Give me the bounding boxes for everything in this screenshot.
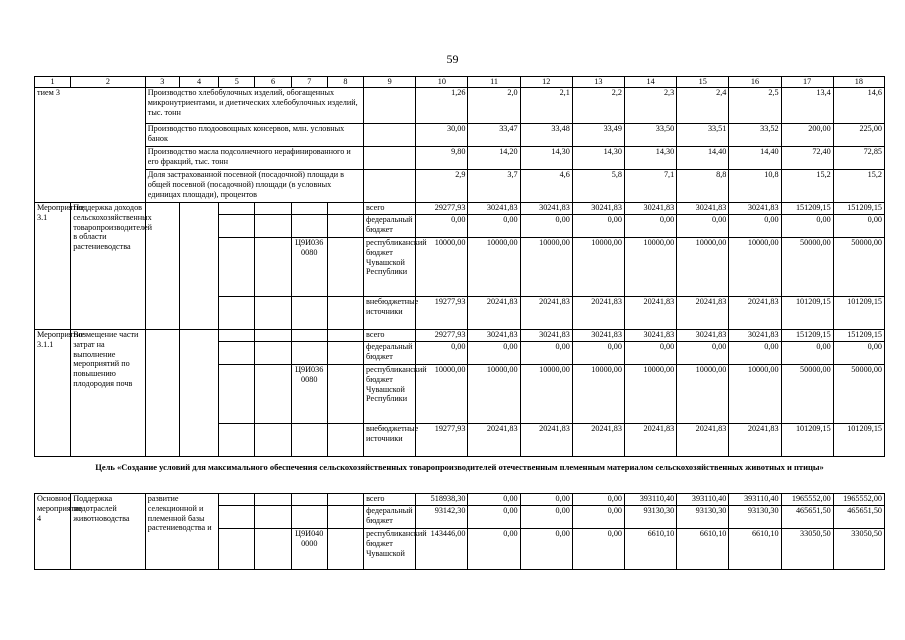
- measure-number: Мероприятие 3.1.1: [35, 330, 71, 457]
- empty-cell: [291, 424, 327, 457]
- funding-value: 0,00: [572, 506, 624, 529]
- funding-value: 0,00: [677, 215, 729, 238]
- empty-cell: [364, 88, 416, 124]
- empty-cell: [291, 203, 327, 215]
- funding-value: 10000,00: [416, 238, 468, 297]
- indicator-value: 14,20: [468, 147, 520, 170]
- empty-cell: [291, 215, 327, 238]
- empty-cell: [364, 124, 416, 147]
- funding-value: 50000,00: [781, 365, 833, 424]
- empty-cell: [219, 330, 255, 342]
- indicator-value: 2,5: [729, 88, 781, 124]
- funding-value: 0,00: [520, 529, 572, 570]
- funding-value: 30241,83: [624, 330, 676, 342]
- empty-cell: [219, 238, 255, 297]
- funding-value: 20241,83: [729, 297, 781, 330]
- budget-code: Ц9И040 0000: [291, 529, 327, 570]
- funding-value: 465651,50: [833, 506, 884, 529]
- funding-value: 518938,30: [416, 494, 468, 506]
- funding-value: 0,00: [677, 342, 729, 365]
- funding-value: 20241,83: [572, 424, 624, 457]
- indicator-value: 14,40: [677, 147, 729, 170]
- empty-cell: [255, 342, 291, 365]
- empty-cell: [364, 170, 416, 203]
- funding-value: 30241,83: [677, 203, 729, 215]
- funding-value: 30241,83: [572, 330, 624, 342]
- funding-value: 0,00: [572, 215, 624, 238]
- funding-value: 151209,15: [833, 203, 884, 215]
- indicator-value: 33,52: [729, 124, 781, 147]
- funding-value: 0,00: [572, 342, 624, 365]
- header-cell: 12: [520, 77, 572, 88]
- indicator-value: 2,0: [468, 88, 520, 124]
- funding-value: 10000,00: [729, 238, 781, 297]
- indicator-value: 4,6: [520, 170, 572, 203]
- empty-cell: [219, 215, 255, 238]
- funding-value: 0,00: [520, 494, 572, 506]
- empty-cell: [219, 342, 255, 365]
- funding-value: 393110,40: [729, 494, 781, 506]
- funding-value: 6610,10: [729, 529, 781, 570]
- indicator-value: 30,00: [416, 124, 468, 147]
- funding-source: республиканский бюджет Чувашской: [364, 529, 416, 570]
- indicator-value: 33,47: [468, 124, 520, 147]
- funding-value: 1965552,00: [781, 494, 833, 506]
- empty-cell: [327, 529, 363, 570]
- header-cell: 18: [833, 77, 884, 88]
- header-cell: 7: [291, 77, 327, 88]
- indicator-value: 13,4: [781, 88, 833, 124]
- empty-cell: [327, 330, 363, 342]
- funding-value: 0,00: [468, 529, 520, 570]
- funding-value: 20241,83: [520, 424, 572, 457]
- funding-value: 20241,83: [677, 297, 729, 330]
- funding-value: 0,00: [520, 342, 572, 365]
- funding-value: 20241,83: [624, 297, 676, 330]
- measure-row: [35, 203, 885, 215]
- empty-cell: [291, 297, 327, 330]
- funding-value: 93130,30: [677, 506, 729, 529]
- empty-cell: [327, 424, 363, 457]
- empty-cell: [255, 365, 291, 424]
- funding-value: 0,00: [468, 215, 520, 238]
- funding-value: 30241,83: [520, 330, 572, 342]
- indicator-name: Производство хлебобулочных изделий, обогащенных микронутриентами, и диетических хлебобулочных изделий, тыс. тонн: [145, 88, 363, 124]
- continued-label: тием 3: [35, 88, 146, 203]
- funding-value: 93130,30: [625, 506, 677, 529]
- empty-cell: [291, 330, 327, 342]
- empty-cell: [327, 238, 363, 297]
- header-cell: 8: [327, 77, 363, 88]
- header-cell: 5: [219, 77, 255, 88]
- funding-source: республиканский бюджет Чувашской Республики: [364, 238, 416, 297]
- indicator-value: 33,51: [677, 124, 729, 147]
- measure-name: Поддержка подотраслей животноводства: [71, 494, 146, 570]
- funding-value: 10000,00: [468, 238, 520, 297]
- funding-value: 0,00: [781, 342, 833, 365]
- funding-value: 50000,00: [833, 238, 884, 297]
- budget-code: Ц9И036 0080: [291, 365, 327, 424]
- header-cell: 1: [35, 77, 71, 88]
- measure-number: Мероприятие 3.1: [35, 203, 71, 330]
- funding-value: 10000,00: [624, 238, 676, 297]
- funding-value: 20241,83: [520, 297, 572, 330]
- header-cell: 15: [677, 77, 729, 88]
- empty-cell: [219, 365, 255, 424]
- empty-cell: [291, 506, 327, 529]
- funding-value: 0,00: [624, 342, 676, 365]
- funding-value: 30241,83: [468, 330, 520, 342]
- funding-value: 30241,83: [468, 203, 520, 215]
- header-cell: 13: [572, 77, 624, 88]
- empty-cell: [291, 494, 327, 506]
- funding-value: 20241,83: [572, 297, 624, 330]
- funding-value: 0,00: [416, 215, 468, 238]
- empty-cell: [219, 494, 255, 506]
- funding-source: всего: [364, 203, 416, 215]
- funding-value: 29277,93: [416, 203, 468, 215]
- funding-value: 393110,40: [625, 494, 677, 506]
- funding-value: 20241,83: [729, 424, 781, 457]
- empty-cell: [327, 506, 363, 529]
- funding-value: 20241,83: [468, 297, 520, 330]
- indicator-value: 10,8: [729, 170, 781, 203]
- empty-cell: [219, 297, 255, 330]
- empty-cell: [327, 342, 363, 365]
- funding-source: федеральный бюджет: [364, 215, 416, 238]
- funding-value: 10000,00: [677, 238, 729, 297]
- empty-cell: [255, 494, 291, 506]
- header-cell: 11: [468, 77, 520, 88]
- funding-source: внебюджетные источники: [364, 424, 416, 457]
- funding-value: 0,00: [416, 342, 468, 365]
- funding-value: 10000,00: [572, 238, 624, 297]
- funding-source: федеральный бюджет: [364, 342, 416, 365]
- funding-source: всего: [364, 494, 416, 506]
- indicator-value: 9,80: [416, 147, 468, 170]
- funding-value: 101209,15: [833, 297, 884, 330]
- header-cell: 14: [624, 77, 676, 88]
- funding-value: 30241,83: [729, 203, 781, 215]
- empty-cell: [255, 203, 291, 215]
- indicator-row: [35, 124, 885, 147]
- funding-value: 0,00: [833, 215, 884, 238]
- funding-value: 0,00: [624, 215, 676, 238]
- funding-value: 10000,00: [624, 365, 676, 424]
- funding-value: 0,00: [520, 506, 572, 529]
- indicator-value: 15,2: [833, 170, 884, 203]
- funding-source: внебюджетные источники: [364, 297, 416, 330]
- measure-name: Поддержка доходов сельскохозяйственных товаропроизводителей в области растениеводства: [71, 203, 146, 330]
- empty-cell: [255, 330, 291, 342]
- empty-cell: [327, 215, 363, 238]
- empty-cell: [219, 529, 255, 570]
- header-cell: 16: [729, 77, 781, 88]
- header-cell: 3: [145, 77, 179, 88]
- funding-value: 6610,10: [625, 529, 677, 570]
- empty-cell: [291, 342, 327, 365]
- funding-value: 143446,00: [416, 529, 468, 570]
- indicator-value: 72,85: [833, 147, 884, 170]
- funding-value: 393110,40: [677, 494, 729, 506]
- funding-value: 0,00: [468, 342, 520, 365]
- indicator-value: 2,1: [520, 88, 572, 124]
- funding-value: 0,00: [729, 342, 781, 365]
- funding-value: 30241,83: [520, 203, 572, 215]
- funding-value: 20241,83: [624, 424, 676, 457]
- funding-value: 50000,00: [781, 238, 833, 297]
- indicator-value: 14,40: [729, 147, 781, 170]
- header-cell: 17: [781, 77, 833, 88]
- funding-value: 10000,00: [572, 365, 624, 424]
- funding-value: 30241,83: [677, 330, 729, 342]
- funding-source: республиканский бюджет Чувашской Республики: [364, 365, 416, 424]
- funding-value: 151209,15: [781, 203, 833, 215]
- funding-value: 0,00: [729, 215, 781, 238]
- program-table-top: [34, 76, 885, 457]
- program-table-bottom: [34, 493, 885, 570]
- indicator-name: Доля застрахованной посевной (посадочной) площади в общей посевной (посадочной) площади (в условных единицах площади), процентов: [145, 170, 363, 203]
- indicator-value: 14,30: [624, 147, 676, 170]
- funding-value: 93130,30: [729, 506, 781, 529]
- funding-value: 93142,30: [416, 506, 468, 529]
- funding-value: 10000,00: [468, 365, 520, 424]
- funding-value: 101209,15: [781, 424, 833, 457]
- funding-value: 101209,15: [833, 424, 884, 457]
- measure-name: Возмещение части затрат на выполнение мероприятий по повышению плодородия почв: [71, 330, 146, 457]
- funding-source: всего: [364, 330, 416, 342]
- empty-cell: [179, 203, 218, 330]
- funding-value: 0,00: [572, 529, 624, 570]
- indicator-value: 33,50: [624, 124, 676, 147]
- funding-value: 10000,00: [677, 365, 729, 424]
- empty-cell: [327, 494, 363, 506]
- indicator-value: 33,49: [572, 124, 624, 147]
- header-cell: 4: [179, 77, 218, 88]
- funding-value: 465651,50: [781, 506, 833, 529]
- empty-cell: [364, 147, 416, 170]
- funding-value: 6610,10: [677, 529, 729, 570]
- empty-cell: [145, 330, 179, 457]
- empty-cell: [255, 424, 291, 457]
- empty-cell: [179, 330, 218, 457]
- funding-value: 0,00: [833, 342, 884, 365]
- empty-cell: [219, 203, 255, 215]
- funding-value: 1965552,00: [833, 494, 884, 506]
- funding-value: 0,00: [572, 494, 624, 506]
- indicator-value: 14,6: [833, 88, 884, 124]
- funding-value: 101209,15: [781, 297, 833, 330]
- funding-value: 0,00: [781, 215, 833, 238]
- empty-cell: [219, 506, 255, 529]
- funding-value: 33050,50: [781, 529, 833, 570]
- empty-cell: [255, 506, 291, 529]
- funding-value: 50000,00: [833, 365, 884, 424]
- indicator-value: 2,4: [677, 88, 729, 124]
- empty-cell: [255, 238, 291, 297]
- header-cell: 10: [416, 77, 468, 88]
- indicator-value: 8,8: [677, 170, 729, 203]
- indicator-value: 7,1: [624, 170, 676, 203]
- indicator-value: 225,00: [833, 124, 884, 147]
- empty-cell: [327, 365, 363, 424]
- indicator-value: 3,7: [468, 170, 520, 203]
- empty-cell: [255, 215, 291, 238]
- funding-value: 30241,83: [729, 330, 781, 342]
- budget-code: Ц9И036 0080: [291, 238, 327, 297]
- indicator-value: 2,3: [624, 88, 676, 124]
- funding-value: 30241,83: [624, 203, 676, 215]
- empty-cell: [327, 203, 363, 215]
- funding-value: 0,00: [468, 494, 520, 506]
- funding-value: 33050,50: [833, 529, 884, 570]
- indicator-value: 33,48: [520, 124, 572, 147]
- empty-cell: [255, 529, 291, 570]
- measure-number: Основное мероприятие 4: [35, 494, 71, 570]
- funding-value: 20241,83: [677, 424, 729, 457]
- measure-purpose: развитие селекционной и племенной базы растениеводства и: [145, 494, 219, 570]
- indicator-value: 2,9: [416, 170, 468, 203]
- empty-cell: [255, 297, 291, 330]
- indicator-name: Производство плодоовощных консервов, млн. условных банок: [145, 124, 363, 147]
- funding-value: 10000,00: [416, 365, 468, 424]
- indicator-row: [35, 147, 885, 170]
- measure-row: [35, 330, 885, 342]
- funding-value: 30241,83: [572, 203, 624, 215]
- indicator-value: 14,30: [572, 147, 624, 170]
- indicator-row: [35, 88, 885, 124]
- header-cell: 6: [255, 77, 291, 88]
- empty-cell: [327, 297, 363, 330]
- funding-value: 151209,15: [833, 330, 884, 342]
- funding-value: 19277,93: [416, 424, 468, 457]
- funding-value: 20241,83: [468, 424, 520, 457]
- funding-value: 0,00: [520, 215, 572, 238]
- empty-cell: [219, 424, 255, 457]
- measure-row: [35, 494, 885, 506]
- indicator-value: 5,8: [572, 170, 624, 203]
- indicator-value: 14,30: [520, 147, 572, 170]
- indicator-value: 72,40: [781, 147, 833, 170]
- funding-value: 19277,93: [416, 297, 468, 330]
- indicator-row: [35, 170, 885, 203]
- indicator-name: Производство масла подсолнечного нерафинированного и его фракций, тыс. тонн: [145, 147, 363, 170]
- funding-value: 0,00: [468, 506, 520, 529]
- funding-value: 29277,93: [416, 330, 468, 342]
- indicator-value: 2,2: [572, 88, 624, 124]
- funding-source: федеральный бюджет: [364, 506, 416, 529]
- indicator-value: 15,2: [781, 170, 833, 203]
- indicator-value: 200,00: [781, 124, 833, 147]
- funding-value: 10000,00: [520, 365, 572, 424]
- funding-value: 10000,00: [729, 365, 781, 424]
- header-cell: 2: [71, 77, 146, 88]
- indicator-value: 1,26: [416, 88, 468, 124]
- header-cell: 9: [364, 77, 416, 88]
- goal-heading: Цель «Создание условий для максимального обеспечения сельскохозяйственных товаропроизводителей отечественным племенным материалом сельскохозяйственных животных и птицы»: [95, 462, 824, 472]
- header-row: [35, 77, 885, 88]
- page-number: 59: [446, 52, 459, 66]
- funding-value: 10000,00: [520, 238, 572, 297]
- funding-value: 151209,15: [781, 330, 833, 342]
